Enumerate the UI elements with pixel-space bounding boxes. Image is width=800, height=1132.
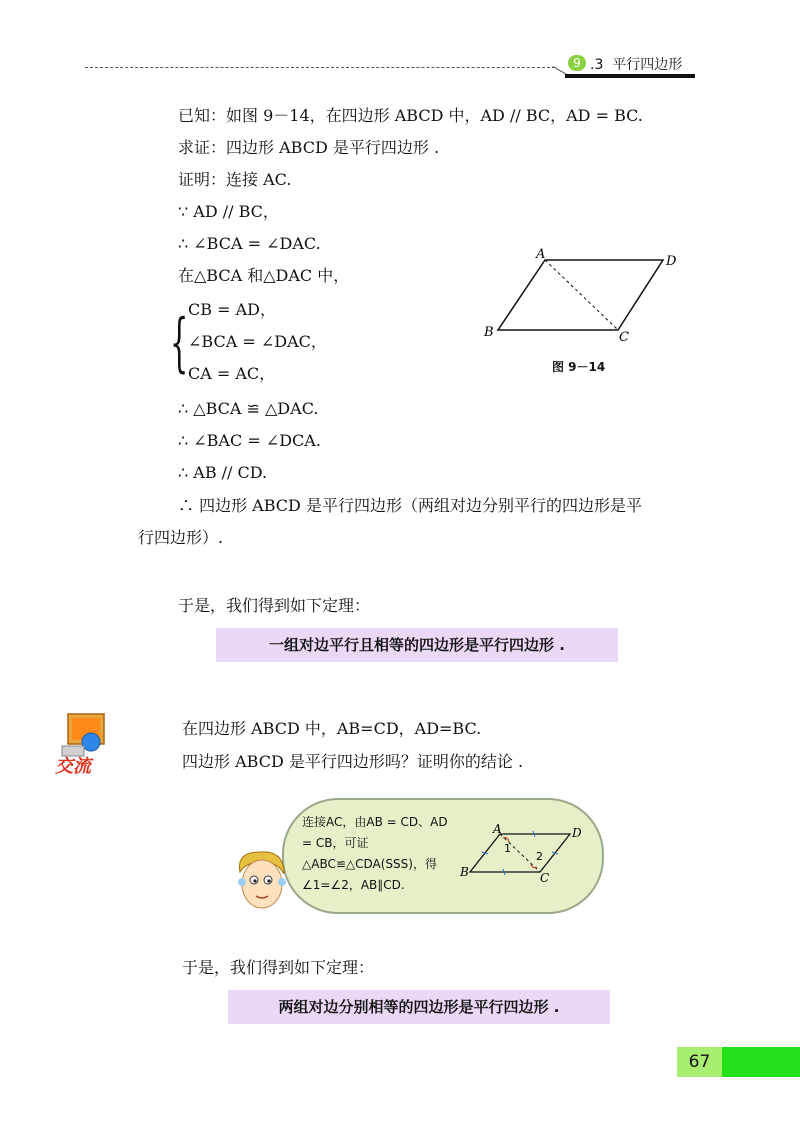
hint-angle-2: 2 bbox=[536, 850, 543, 863]
vertex-b-label: B bbox=[484, 325, 494, 340]
discussion-tag: 交流 bbox=[55, 756, 91, 777]
discussion-line-1: 在四边形 ABCD 中，AB=CD，AD=BC. bbox=[182, 719, 482, 738]
left-pupil bbox=[253, 879, 256, 882]
proof-case-2: ∠BCA = ∠DAC， bbox=[188, 332, 327, 351]
page-number-tab bbox=[722, 1047, 800, 1077]
section-suffix: .3 bbox=[590, 57, 604, 73]
hint-text: 连接AC，由AB = CD、AD = CB，可证 △ABC≌△CDA(SSS)，得∠1=∠2，AB∥CD. bbox=[302, 815, 448, 892]
proof-given: 已知：如图 9－14，在四边形 ABCD 中，AD // BC，AD = BC. bbox=[178, 106, 643, 125]
system-brace: { bbox=[170, 306, 189, 380]
theorem-intro-2: 于是，我们得到如下定理： bbox=[182, 958, 375, 977]
left-ear-band bbox=[238, 878, 246, 886]
cartoon-student-avatar bbox=[232, 848, 292, 914]
section-name: 平行四边形 bbox=[612, 57, 683, 73]
proof-prove: 求证：四边形 ABCD 是平行四边形 . bbox=[178, 138, 440, 157]
page-number: 67 bbox=[677, 1047, 722, 1077]
theorem-intro-1: 于是，我们得到如下定理： bbox=[178, 596, 371, 615]
hint-label-b: B bbox=[460, 865, 469, 879]
proof-step-1: ∵ AD // BC， bbox=[178, 202, 279, 221]
parallelogram-figure bbox=[480, 246, 690, 346]
proof-step-5: ∴ ∠BAC = ∠DCA. bbox=[178, 431, 321, 450]
diagonal-ac bbox=[545, 260, 618, 330]
theorem-box-2: 两组对边分别相等的四边形是平行四边形 . bbox=[228, 990, 610, 1024]
theorem-box-1: 一组对边平行且相等的四边形是平行四边形 . bbox=[216, 628, 618, 662]
proof-step-7a: ∴ 四边形 ABCD 是平行四边形（两组对边分别平行的四边形是平 bbox=[178, 496, 642, 515]
hint-label-a: A bbox=[493, 822, 502, 836]
vertex-c-label: C bbox=[619, 330, 629, 345]
parallelogram-abcd bbox=[498, 260, 663, 330]
section-title bbox=[590, 54, 682, 74]
right-pupil bbox=[267, 879, 270, 882]
hint-parallelogram-figure bbox=[460, 820, 590, 884]
proof-step-7b: 行四边形）. bbox=[138, 528, 224, 547]
proof-step-4: ∴ △BCA ≌ △DAC. bbox=[178, 399, 319, 418]
header-rule bbox=[85, 67, 555, 68]
hint-label-d: D bbox=[572, 826, 582, 840]
vertex-a-label: A bbox=[536, 247, 546, 262]
proof-case-3: CA = AC， bbox=[188, 364, 276, 383]
proof-case-1: CB = AD， bbox=[188, 300, 276, 319]
proof-step-2: ∴ ∠BCA = ∠DAC. bbox=[178, 234, 321, 253]
right-ear-band bbox=[278, 878, 286, 886]
hint-label-c: C bbox=[540, 871, 550, 884]
vertex-d-label: D bbox=[666, 254, 677, 269]
proof-step-6: ∴ AB // CD. bbox=[178, 463, 268, 482]
proof-step-3: 在△BCA 和△DAC 中， bbox=[178, 266, 350, 285]
hint-angle-1: 1 bbox=[504, 842, 511, 855]
face bbox=[242, 860, 282, 908]
globe-icon bbox=[82, 733, 100, 751]
proof-start: 证明：连接 AC. bbox=[178, 170, 292, 189]
header-bar bbox=[565, 74, 695, 78]
section-number-badge: 9 bbox=[568, 55, 586, 71]
figure-caption: 图 9－14 bbox=[552, 360, 606, 374]
discussion-line-2: 四边形 ABCD 是平行四边形吗？证明你的结论 . bbox=[182, 752, 524, 771]
